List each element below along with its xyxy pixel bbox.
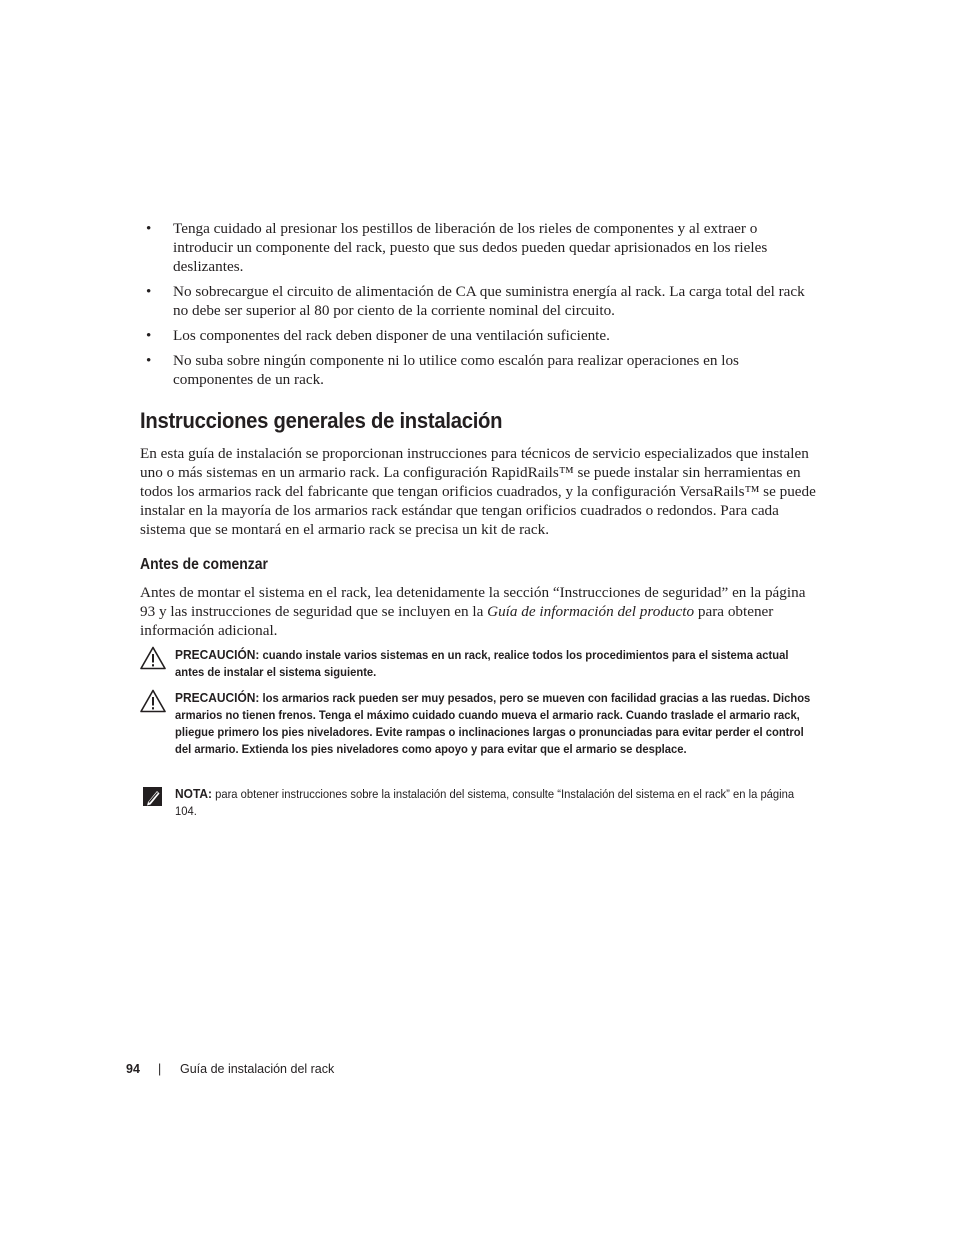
note-notice — [140, 785, 820, 820]
bullet-text: Tenga cuidado al presionar los pestillos de liberación de los rieles de componentes y al extraer o introducir un componente del rack, puesto que sus dedos pueden quedar aprisionados en los rieles deslizantes. — [173, 220, 768, 275]
bullet-symbol: • — [146, 283, 152, 300]
warning-triangle-icon — [140, 689, 166, 713]
caution-notice — [140, 689, 820, 758]
notice-label: PRECAUCIÓN: — [175, 690, 260, 705]
safety-bullet-list — [146, 219, 806, 395]
caution-notice — [140, 646, 820, 681]
paragraph-text-end: para obtener información adicional. — [140, 603, 774, 639]
notice-label: PRECAUCIÓN: — [175, 647, 260, 662]
page-number: 94 — [126, 1062, 140, 1076]
bullet-item — [146, 351, 806, 389]
notice-label: NOTA: — [175, 786, 212, 801]
subsection-paragraph — [140, 583, 820, 640]
product-guide-title: Guía de información del producto — [487, 603, 695, 620]
bullet-text: No suba sobre ningún componente ni lo utilice como escalón para realizar operaciones en los componentes de un rack. — [173, 352, 739, 388]
paragraph-text-start: Antes de montar el sistema en el rack, lea detenidamente la sección “Instrucciones de seguridad” en la página 93 y las instrucciones de seguridad que se incluyen en la — [140, 584, 806, 620]
notice-text: para obtener instrucciones sobre la instalación del sistema, consulte “Instalación del sistema en el rack” en la página 104. — [175, 787, 795, 818]
note-pencil-icon — [140, 785, 166, 809]
bullet-item — [146, 219, 806, 276]
section-paragraph: En esta guía de instalación se proporcionan instrucciones para técnicos de servicio especializados que instalen uno o más sistemas en un armario rack. La configuración RapidRails™ se puede instalar sin herramientas en todos los armarios rack del fabricante que tengan orificios cuadrados, y la configuración VersaRails™ se puede instalar en la mayoría de los armarios rack estándar que tengan orificios cuadrados o redondos. Para cada sistema que se montará en el armario rack se precisa un kit de rack. — [140, 445, 816, 538]
bullet-text: No sobrecargue el circuito de alimentación de CA que suministra energía al rack. La carga total del rack no debe ser superior al 80 por ciento de la corriente nominal del circuito. — [173, 283, 805, 319]
notice-text: cuando instale varios sistemas en un rack, realice todos los procedimientos para el sistema actual antes de instalar el sistema siguiente. — [175, 648, 789, 679]
bullet-symbol: • — [146, 352, 152, 369]
bullet-item — [146, 282, 806, 320]
bullet-text: Los componentes del rack deben disponer de una ventilación suficiente. — [173, 327, 610, 344]
bullet-symbol: • — [146, 220, 152, 237]
bullet-item — [146, 326, 806, 345]
subsection-heading: Antes de comenzar — [140, 556, 268, 573]
notice-text: los armarios rack pueden ser muy pesados, pero se mueven con facilidad gracias a las ruedas. Dichos armarios no tienen frenos. Tenga el máximo cuidado cuando mueva el armario rack. Cuando traslade el armario rack, pliegue primero los pies niveladores. Evite rampas o inclinaciones largas o pronunciadas para evitar perder el control del armario. Extienda los pies niveladores como apoyo y para evitar que el armario se desplace. — [175, 691, 811, 756]
warning-triangle-icon — [140, 646, 166, 670]
section-heading: Instrucciones generales de instalación — [140, 408, 503, 433]
footer-separator: | — [158, 1062, 162, 1076]
bullet-symbol: • — [146, 327, 152, 344]
footer-title: Guía de instalación del rack — [180, 1062, 335, 1076]
